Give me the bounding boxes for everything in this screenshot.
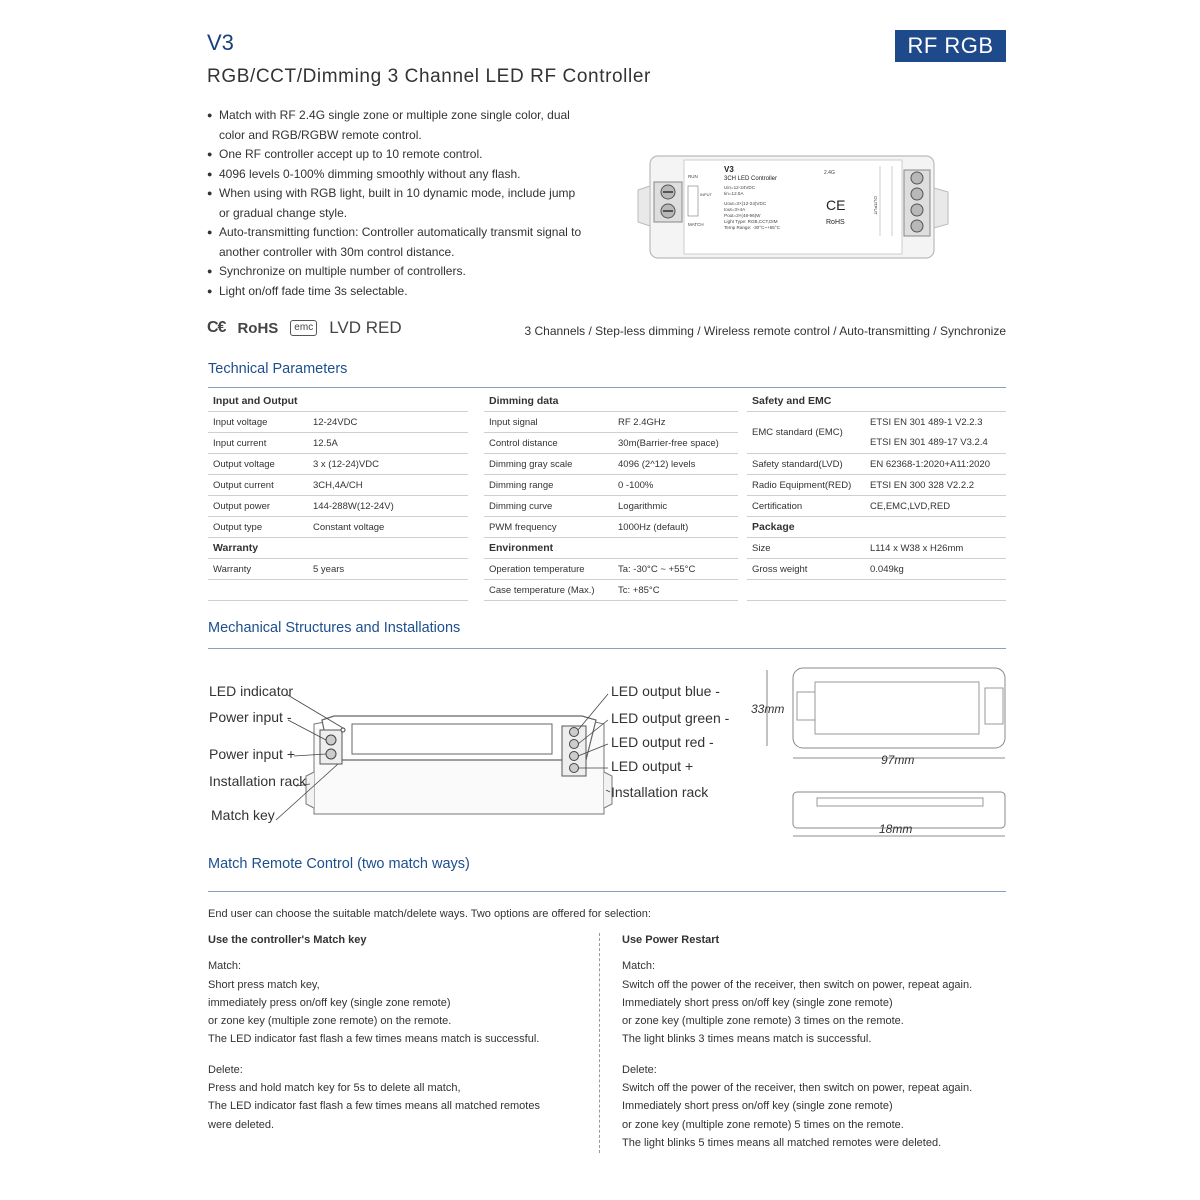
param-key: Output voltage: [213, 458, 275, 470]
param-key: Operation temperature: [489, 563, 585, 575]
label-product-name: 3CH LED Controller: [724, 176, 778, 182]
output-label: OUTPUT: [873, 196, 878, 215]
param-key: Radio Equipment(RED): [752, 479, 852, 491]
feature-item: ● One RF controller accept up to 10 remote control.: [207, 145, 587, 165]
feature-item: ● When using with RGB light, built in 10 dynamic mode, include jump or gradual change style.: [207, 184, 587, 223]
instruction-line: Switch off the power of the receiver, then switch on power, repeat again.: [622, 1082, 973, 1095]
label-spec: Uin=12-24VDC: [724, 185, 756, 190]
table-row: [208, 496, 468, 517]
param-key: Control distance: [489, 437, 558, 449]
param-value: 5 years: [313, 563, 345, 575]
instruction-line: The LED indicator fast flash a few times means all matched remotes: [208, 1100, 540, 1113]
label-spec: Iout=3×4A: [724, 207, 746, 212]
table-row: [484, 433, 738, 454]
table-row: [747, 412, 1006, 454]
instruction-line: The LED indicator fast flash a few times means match is successful.: [208, 1033, 540, 1046]
param-value: Constant voltage: [313, 521, 385, 533]
table-row: [747, 538, 1006, 559]
param-key: PWM frequency: [489, 521, 557, 533]
param-value: 144-288W(12-24V): [313, 500, 394, 512]
match-method-power: [622, 931, 1002, 1152]
feature-list: [207, 106, 587, 301]
param-value: 3 x (12-24)VDC: [313, 458, 379, 470]
instruction-line: Immediately short press on/off key (single zone remote): [622, 1100, 893, 1113]
param-value: 3CH,4A/CH: [313, 479, 363, 491]
match-method-key: [208, 931, 588, 1134]
emc-logo: emc: [290, 320, 317, 336]
table-row: [747, 454, 1006, 475]
instruction-line: were deleted.: [208, 1118, 275, 1131]
page-title: RGB/CCT/Dimming 3 Channel LED RF Controller: [207, 66, 651, 87]
param-value-line: ETSI EN 301 489-17 V3.2.4: [870, 436, 988, 448]
param-key: Input signal: [489, 416, 538, 428]
dimension-width: 97mm: [881, 753, 915, 767]
delete-subtitle: Delete:: [208, 1063, 243, 1076]
rohs-logo: RoHS: [237, 319, 279, 337]
param-value: CE,EMC,LVD,RED: [870, 500, 951, 512]
param-value: ETSI EN 300 328 V2.2.2: [870, 479, 975, 491]
terminal-screw: [911, 188, 923, 200]
lvd-red-text: LVD RED: [329, 318, 402, 337]
param-value: L114 x W38 x H26mm: [870, 542, 964, 554]
param-value: Logarithmic: [618, 500, 668, 512]
label-spec: Iin=12.5A: [724, 191, 744, 196]
section-divider: [208, 648, 1006, 649]
table-row: [484, 475, 738, 496]
param-key: EMC standard (EMC): [752, 427, 843, 438]
param-key: Size: [752, 542, 771, 554]
rohs-mark: RoHS: [826, 219, 845, 226]
label-led-output-blue: LED output blue -: [611, 683, 720, 699]
param-value: [870, 413, 988, 453]
params-dimming: [484, 391, 738, 601]
controller-product-image: [636, 146, 956, 266]
terminal-screw: [911, 204, 923, 216]
param-value: 30m(Barrier-free space): [618, 437, 719, 449]
feature-item: ● Light on/off fade time 3s selectable.: [207, 282, 587, 302]
param-key: Case temperature (Max.): [489, 584, 595, 596]
instruction-line: or zone key (multiple zone remote) 3 times on the remote.: [622, 1015, 904, 1028]
ce-logo: C€: [207, 319, 226, 336]
label-spec: Temp Range: -30°C~+55°C: [724, 225, 781, 230]
param-value: 0 -100%: [618, 479, 654, 491]
label-installation-rack-right: Installation rack: [611, 784, 709, 800]
table-heading: Input and Output: [213, 395, 298, 407]
table-row: [484, 517, 738, 538]
terminal-screw: [911, 172, 923, 184]
instruction-line: immediately press on/off key (single zone remote): [208, 996, 451, 1009]
param-value: EN 62368-1:2020+A11:2020: [870, 458, 990, 470]
feature-item: ● Synchronize on multiple number of controllers.: [207, 262, 587, 282]
table-row: [208, 475, 468, 496]
table-heading: Dimming data: [489, 395, 559, 407]
match-subtitle: Match:: [208, 960, 242, 973]
param-key: Input voltage: [213, 416, 268, 428]
label-installation-rack-left: Installation rack: [209, 773, 307, 789]
feature-item: ● 4096 levels 0-100% dimming smoothly without any flash.: [207, 165, 587, 185]
param-key: Dimming gray scale: [489, 458, 573, 470]
label-led-indicator: LED indicator: [209, 683, 294, 699]
section-divider: [208, 387, 1006, 388]
mounting-tab-right: [934, 188, 948, 228]
dimension-thickness: 18mm: [879, 822, 913, 836]
section-title-mechanical: Mechanical Structures and Installations: [208, 620, 461, 636]
table-row: [747, 496, 1006, 517]
table-row: [208, 412, 468, 433]
terminal-screw: [911, 220, 923, 232]
table-row: [208, 433, 468, 454]
feature-item: ● Auto-transmitting function: Controller automatically transmit signal to another controller with 30m control distance.: [207, 223, 587, 262]
params-safety: [747, 391, 1006, 601]
label-panel: [684, 160, 902, 254]
param-key: Output type: [213, 521, 263, 533]
table-row: [484, 412, 738, 433]
instruction-line: Immediately short press on/off key (single zone remote): [622, 996, 893, 1009]
method-heading: Use the controller's Match key: [208, 934, 367, 946]
section-title-technical: Technical Parameters: [208, 361, 348, 377]
mounting-tab-left: [638, 186, 650, 226]
table-row: [484, 454, 738, 475]
instruction-line: or zone key (multiple zone remote) 5 times on the remote.: [622, 1118, 904, 1131]
param-value: 12-24VDC: [313, 416, 358, 428]
delete-subtitle: Delete:: [622, 1063, 657, 1076]
ce-mark: CE: [826, 197, 846, 213]
run-label: RUN: [688, 174, 698, 179]
param-value: 1000Hz (default): [618, 521, 689, 533]
table-heading: Environment: [489, 542, 554, 554]
label-led-output-red: LED output red -: [611, 734, 714, 750]
table-heading: Package: [752, 521, 795, 533]
section-divider: [208, 891, 1006, 892]
param-value: 12.5A: [313, 437, 338, 449]
param-key: Input current: [213, 437, 267, 449]
table-row: [747, 559, 1006, 580]
certification-marks: [207, 318, 402, 338]
table-row: [208, 559, 468, 580]
instruction-line: The light blinks 3 times means match is successful.: [622, 1033, 872, 1046]
match-label: MATCH: [688, 222, 704, 227]
instruction-line: The light blinks 5 times means all matched remotes were deleted.: [622, 1136, 942, 1149]
param-value: Tc: +85°C: [618, 584, 660, 596]
label-led-output-plus: LED output +: [611, 758, 694, 774]
label-model: V3: [724, 165, 734, 174]
instruction-line: or zone key (multiple zone remote) on the remote.: [208, 1015, 452, 1028]
table-row: [747, 475, 1006, 496]
table-heading: Warranty: [213, 542, 259, 554]
feature-item: ● Match with RF 2.4G single zone or multiple zone single color, dual color and RGB/RGBW remote control.: [207, 106, 587, 145]
instruction-line: Short press match key,: [208, 978, 320, 991]
table-row: [484, 496, 738, 517]
dimension-height: 33mm: [751, 702, 785, 716]
param-key: Output current: [213, 479, 274, 491]
feature-tagline: 3 Channels / Step-less dimming / Wireless remote control / Auto-transmitting / Synchronize: [524, 324, 1006, 338]
product-type-badge: RF RGB: [895, 30, 1006, 62]
label-power-input-minus: Power input -: [209, 709, 292, 725]
param-key: Safety standard(LVD): [752, 458, 843, 470]
match-intro: End user can choose the suitable match/delete ways. Two options are offered for selection:: [208, 908, 651, 920]
param-key: Output power: [213, 500, 271, 512]
table-row: [484, 559, 738, 580]
rf-label: 2.4G: [824, 170, 835, 176]
label-window: [352, 724, 552, 754]
led-indicator-dot: [341, 728, 345, 732]
table-row: [484, 580, 738, 601]
label-spec: Pout=3×(48-96)W: [724, 213, 761, 218]
params-input-output: [208, 391, 468, 601]
param-key: Warranty: [213, 563, 252, 575]
label-spec: Uout=3×(12-24)VDC: [724, 201, 767, 206]
table-heading: Safety and EMC: [752, 395, 832, 407]
label-spec: Light Type: RGB,CCT,DIM: [724, 219, 778, 224]
param-value: 0.049kg: [870, 563, 904, 575]
param-value: Ta: -30°C ~ +55°C: [618, 563, 696, 575]
param-value-line: ETSI EN 301 489-1 V2.2.3: [870, 416, 983, 428]
match-subtitle: Match:: [622, 960, 656, 973]
param-key: Gross weight: [752, 563, 808, 575]
label-power-input-plus: Power input +: [209, 746, 295, 762]
input-label: INPUT: [700, 192, 712, 197]
label-match-key: Match key: [211, 807, 275, 823]
param-key: Dimming curve: [489, 500, 553, 512]
instruction-line: Press and hold match key for 5s to delete all match,: [208, 1082, 461, 1095]
param-value: 4096 (2^12) levels: [618, 458, 696, 470]
table-row: [208, 517, 468, 538]
column-separator: [599, 933, 600, 1153]
section-title-match: Match Remote Control (two match ways): [208, 856, 470, 872]
param-key: Certification: [752, 500, 803, 512]
method-heading: Use Power Restart: [622, 934, 720, 946]
param-value: RF 2.4GHz: [618, 416, 666, 428]
instruction-line: Switch off the power of the receiver, then switch on power, repeat again.: [622, 978, 973, 991]
label-led-output-green: LED output green -: [611, 710, 730, 726]
table-row: [208, 454, 468, 475]
model-name: V3: [207, 30, 234, 55]
param-key: Dimming range: [489, 479, 554, 491]
